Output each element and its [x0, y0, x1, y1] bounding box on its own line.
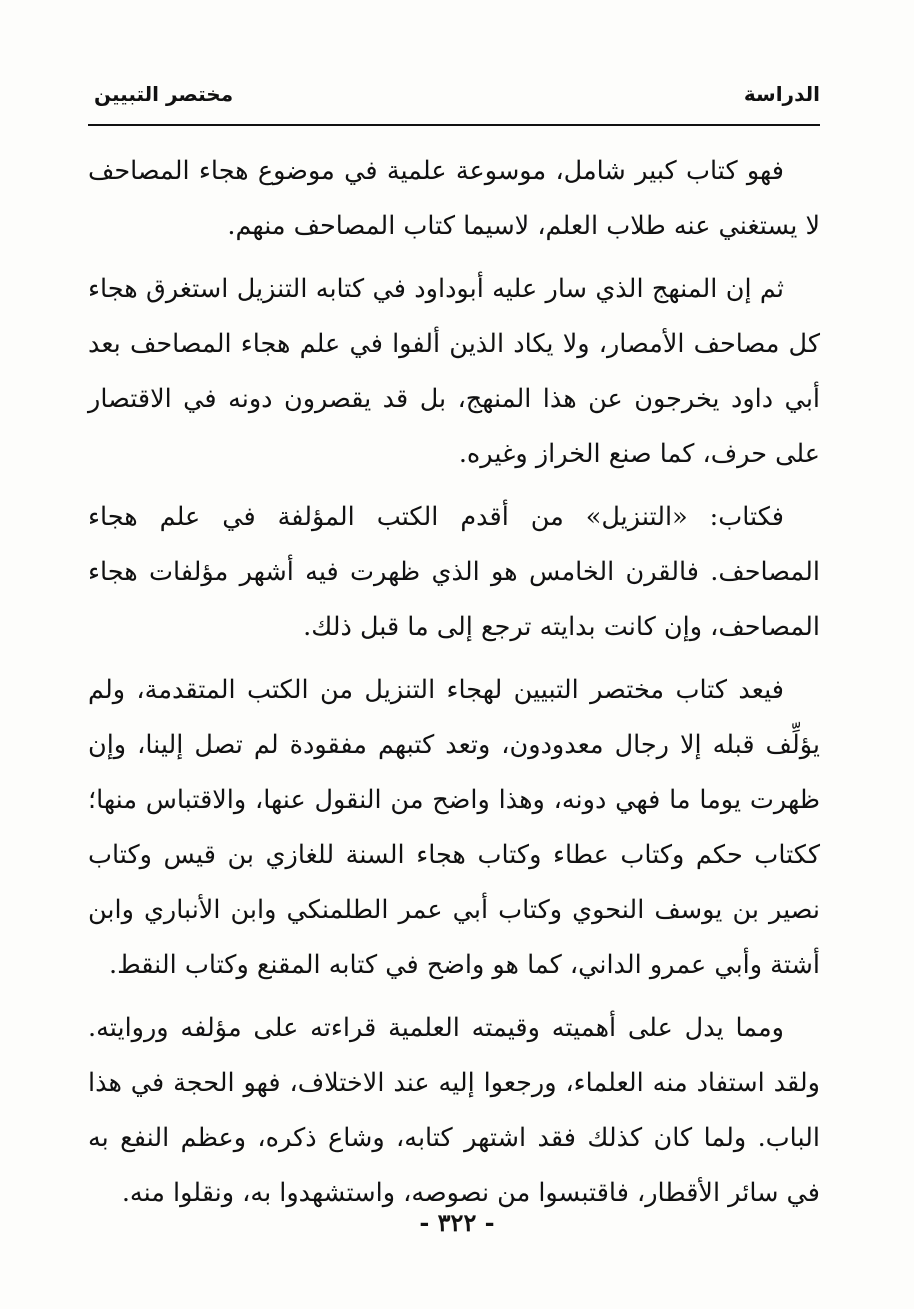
header-rule — [88, 124, 820, 126]
section-title: الدراسة — [743, 82, 820, 106]
body-text — [88, 144, 820, 1229]
paragraph-2: ثم إن المنهج الذي سار عليه أبوداود في كتابه التنزيل استغرق هجاء كل مصاحف الأمصار، ولا يكاد الذين ألفوا في علم هجاء المصاحف بعد أبي داود يخرجون عن هذا المنهج، بل قد يقصرون دونه في الاقتصار على حرف، كما صنع الخراز وغيره. — [88, 274, 820, 469]
page-number: - ٣٢٢ - — [419, 1208, 495, 1237]
paragraph-3: فكتاب: «التنزيل» من أقدم الكتب المؤلفة في علم هجاء المصاحف. فالقرن الخامس هو الذي ظهرت فيه أشهر مؤلفات هجاء المصاحف، وإن كانت بدايته ترجع إلى ما قبل ذلك. — [88, 502, 820, 642]
paragraph-5: ومما يدل على أهميته وقيمته العلمية قراءته على مؤلفه وروايته. ولقد استفاد منه العلماء، ورجعوا إليه عند الاختلاف، فهو الحجة في هذا الباب. ولما كان كذلك فقد اشتهر كتابه، وشاع ذكره، وعظم النفع به في سائر الأقطار، فاقتبسوا من نصوصه، واستشهدوا به، ونقلوا منه. — [88, 1013, 820, 1208]
book-title: مختصر التبيين — [94, 82, 234, 106]
running-header — [94, 72, 820, 124]
paragraph-4: فيعد كتاب مختصر التبيين لهجاء التنزيل من الكتب المتقدمة، ولم يؤلِّف قبله إلا رجال معدودون، وتعد كتبهم مفقودة لم تصل إلينا، وإن ظهرت يوما ما فهي دونه، وهذا واضح من النقول عنها، والاقتباس منها؛ ككتاب حكم وكتاب عطاء وكتاب هجاء السنة للغازي بن قيس وكتاب نصير بن يوسف النحوي وكتاب أبي عمر الطلمنكي وابن الأنباري وابن أشتة وأبي عمرو الداني، كما هو واضح في كتابه المقنع وكتاب النقط. — [88, 675, 820, 980]
paragraph-1: فهو كتاب كبير شامل، موسوعة علمية في موضوع هجاء المصاحف لا يستغني عنه طلاب العلم، لاسيما كتاب المصاحف منهم. — [88, 156, 820, 241]
